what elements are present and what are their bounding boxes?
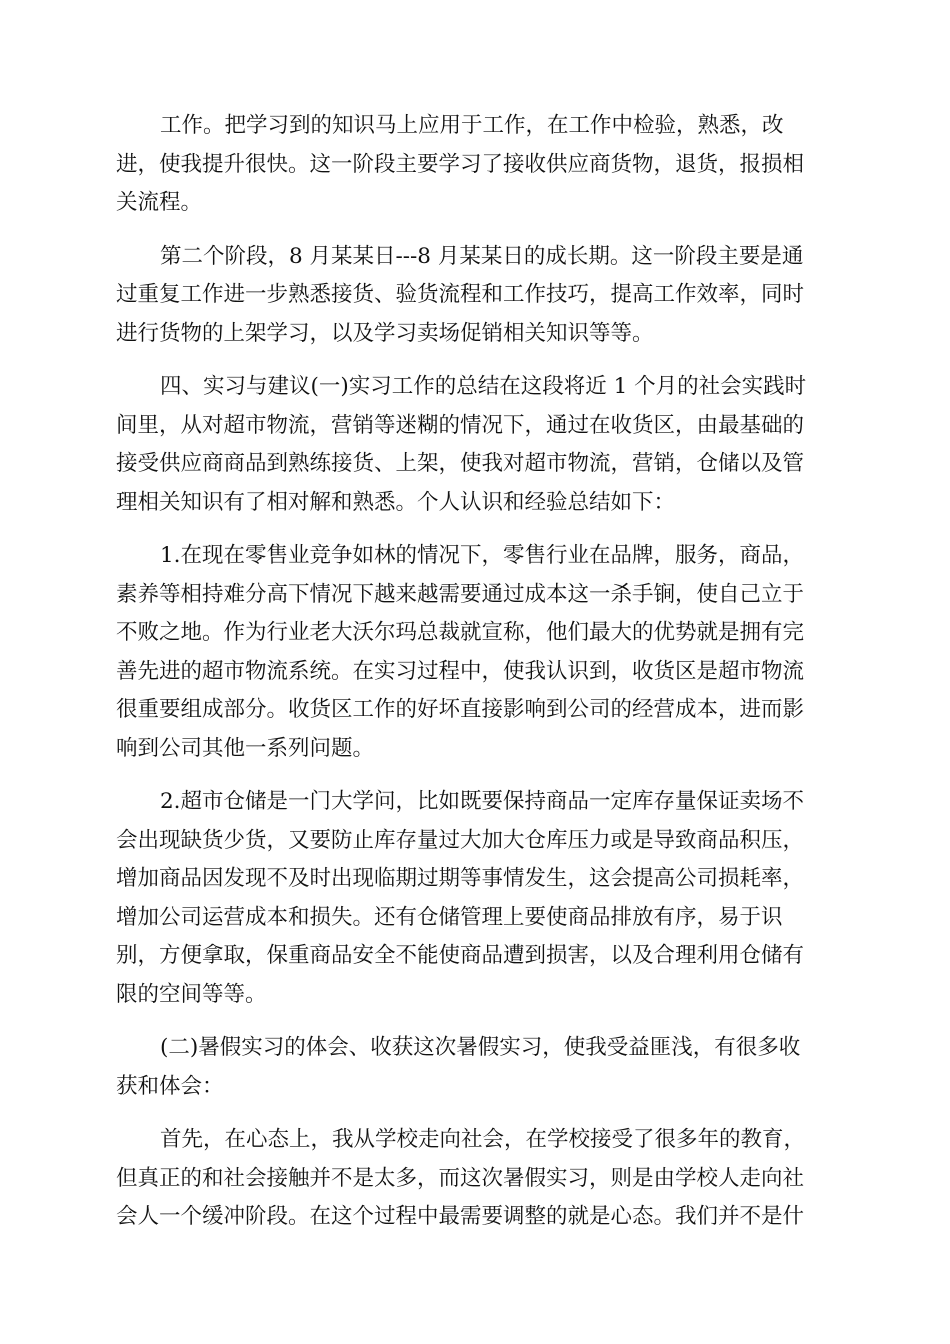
text-line: 会出现缺货少货，又要防止库存量过大加大仓库压力或是导致商品积压， (116, 827, 805, 853)
text-line: 关流程。 (116, 190, 203, 215)
text-line: 工作。把学习到的知识马上应用于工作，在工作中检验，熟悉，改 (160, 113, 784, 138)
text-line: 获和体会： (116, 1073, 224, 1099)
text-line: 间里，从对超市物流，营销等迷糊的情况下，通过在收货区，由最基础的 (116, 412, 805, 438)
paragraph-second-stage (116, 238, 836, 354)
text-line: 别，方便拿取，保重商品安全不能使商品遭到损害，以及合理利用仓储有 (116, 943, 805, 968)
text-line: 2.超市仓储是一门大学问，比如既要保持商品一定库存量保证卖场不 (160, 789, 805, 814)
text-line: 很重要组成部分。收货区工作的好坏直接影响到公司的经营成本，进而影 (116, 697, 805, 722)
text-line: 第二个阶段，8 月某某日---8 月某某日的成长期。这一阶段主要是通 (160, 243, 804, 269)
paragraph-point-2 (116, 783, 836, 1014)
text-line: 增加公司运营成本和损失。还有仓储管理上要使商品排放有序，易于识 (116, 904, 783, 930)
text-line: 善先进的超市物流系统。在实习过程中，使我认识到，收货区是超市物流 (116, 658, 805, 684)
text-line: 进行货物的上架学习，以及学习卖场促销相关知识等等。 (116, 320, 654, 346)
text-line: 素养等相持难分高下情况下越来越需要通过成本这一杀手锏，使自己立于 (116, 581, 805, 607)
text-line: 但真正的和社会接触并不是太多，而这次暑假实习，则是由学校人走向社 (116, 1165, 805, 1191)
text-line: 过重复工作进一步熟悉接货、验货流程和工作技巧，提高工作效率，同时 (116, 282, 805, 307)
text-line: (二)暑假实习的体会、收获这次暑假实习，使我受益匪浅，有很多收 (160, 1035, 801, 1060)
text-line: 四、实习与建议(一)实习工作的总结在这段将近 1 个月的社会实践时 (160, 374, 807, 399)
paragraph-point-1 (116, 537, 836, 768)
paragraph-experience-heading (116, 1029, 836, 1106)
text-line: 接受供应商商品到熟练接货、上架，使我对超市物流，营销，仓储以及管 (116, 451, 805, 476)
text-line: 1.在现在零售业竞争如林的情况下，零售行业在品牌，服务，商品， (160, 543, 805, 568)
text-line: 响到公司其他一系列问题。 (116, 735, 375, 761)
text-line: 增加商品因发现不及时出现临期过期等事情发生，这会提高公司损耗率， (116, 866, 805, 891)
text-line: 进，使我提升很快。这一阶段主要学习了接收供应商货物，退货，报损相 (116, 151, 805, 177)
paragraph-work-application (116, 107, 836, 223)
text-line: 首先，在心态上，我从学校走向社会，在学校接受了很多年的教育， (160, 1127, 806, 1152)
text-line: 会人一个缓冲阶段。在这个过程中最需要调整的就是心态。我们并不是什 (116, 1204, 805, 1229)
paragraph-mindset (116, 1121, 836, 1237)
text-line: 限的空间等等。 (116, 981, 267, 1007)
text-line: 理相关知识有了相对解和熟悉。个人认识和经验总结如下： (116, 489, 676, 515)
paragraph-internship-summary (116, 368, 836, 522)
document-body (116, 107, 836, 1252)
text-line: 不败之地。作为行业老大沃尔玛总裁就宣称，他们最大的优势就是拥有完 (116, 620, 805, 645)
